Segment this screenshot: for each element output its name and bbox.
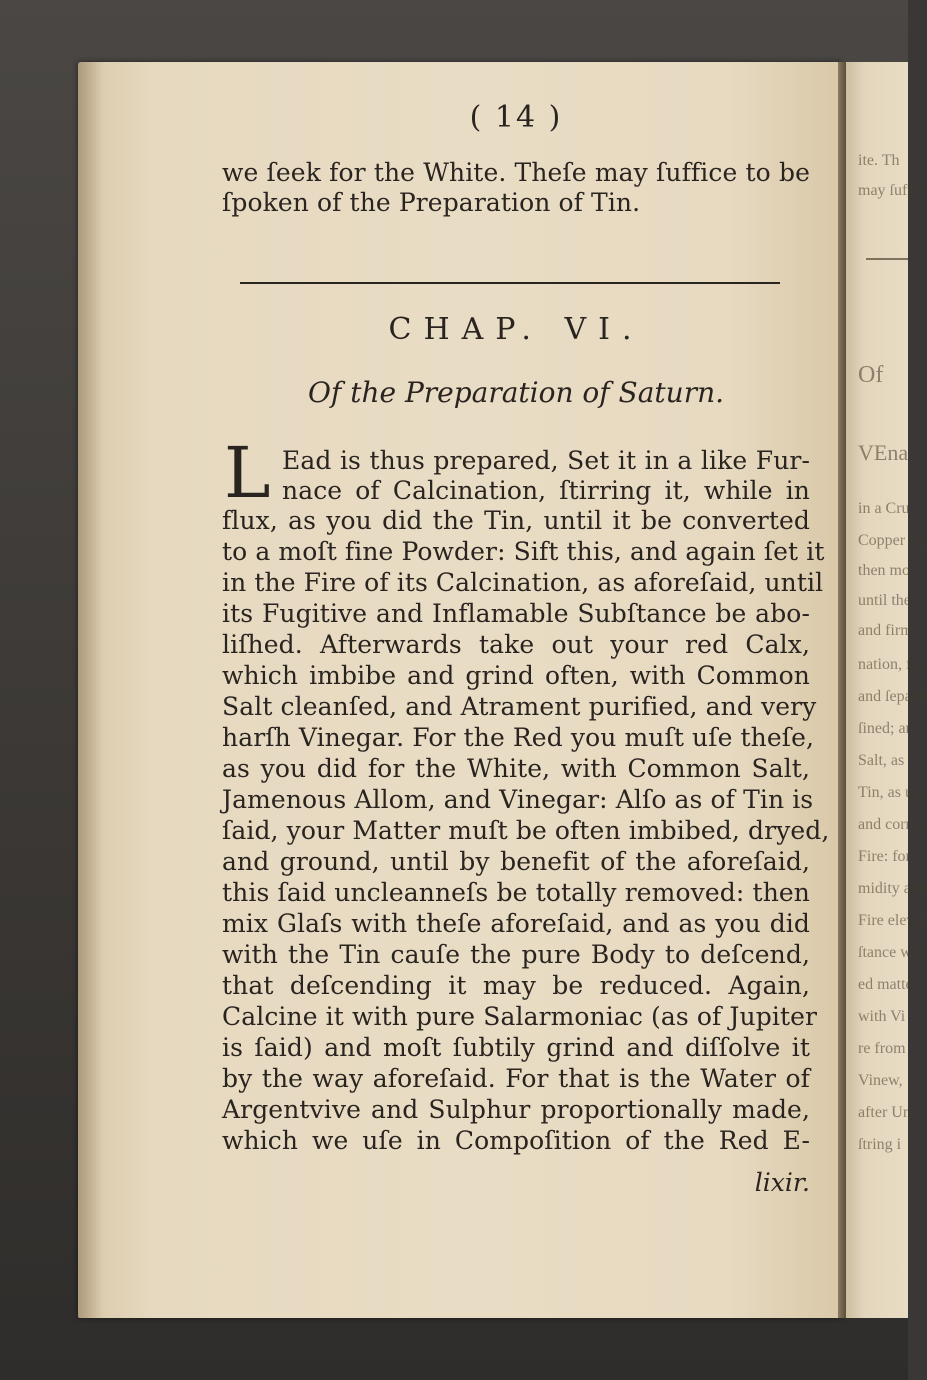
facing-page-fragment: ſtring i [858, 1136, 902, 1153]
facing-page-fragment: nation, fo [858, 656, 920, 673]
facing-page-fragment: until the [858, 592, 911, 609]
body-line: in the Fire of its Calcination, as aforeſaid, until [222, 568, 824, 597]
section-rule [240, 282, 780, 284]
facing-page-fragment: Fire: for [858, 848, 911, 865]
body-line: that deſcending it may be reduced. Again, [222, 971, 810, 1000]
body-line: flux, as you did the Tin, until it be converted [222, 506, 810, 535]
facing-page-fragment: and ſepara [858, 688, 925, 705]
facing-page-fragment: VEna [858, 440, 909, 465]
facing-page-fragment: ſtance wit [858, 944, 921, 961]
facing-page-fragment: Copper Pl [858, 532, 923, 549]
facing-page-fragment: and corro [858, 816, 919, 833]
facing-page-fragment: Salt, as [858, 752, 905, 769]
body-line: liſhed. Afterwards take out your red Calx, [222, 630, 810, 659]
text-line: ſpoken of the Preparation of Tin. [222, 188, 641, 217]
catchword: lixir. [754, 1168, 810, 1197]
chapter-heading: CHAP. VI. [388, 312, 644, 347]
body-line: mix Glaſs with theſe aforeſaid, and as you did [222, 909, 810, 938]
page-number: ( 14 ) [469, 100, 563, 135]
body-line: nace of Calcination, ſtirring it, while in [282, 476, 810, 505]
body-line: Jamenous Allom, and Vinegar: Alſo as of Tin is [222, 785, 814, 814]
facing-page-fragment: with Vi [858, 1008, 906, 1025]
body-line: this ſaid uncleanneſs be totally removed: then [222, 878, 810, 907]
text-line: we ſeek for the White. Theſe may ſuffice to be [222, 158, 810, 187]
body-line: as you did for the White, with Common Salt, [222, 754, 810, 783]
body-line: its Fugitive and Inflamable Subſtance be abo- [222, 599, 810, 628]
facing-page-fragment: Of [858, 362, 884, 388]
body-line: Argentvive and Sulphur proportionally made, [222, 1095, 810, 1124]
body-line: by the way aforeſaid. For that is the Water of [222, 1064, 810, 1093]
facing-page-fragment: and firml [858, 622, 918, 639]
body-line: Salt cleanſed, and Atrament purified, and very [222, 692, 817, 721]
facing-page-fragment: after Un [858, 1104, 911, 1121]
body-line: with the Tin cauſe the pure Body to deſcend, [222, 940, 810, 969]
facing-page-fragment: midity and [858, 880, 927, 897]
facing-page-fragment: Fire eleva [858, 912, 922, 929]
facing-page-fragment: re from [858, 1040, 906, 1057]
body-line: and ground, until by benefit of the aforeſaid, [222, 847, 810, 876]
facing-page-fragment: ite. Th [858, 152, 900, 169]
facing-page-fragment: in a Cru [858, 500, 910, 517]
body-line: Calcine it with pure Salarmoniac (as of Jupiter [222, 1002, 818, 1031]
book-fold [838, 62, 846, 1318]
page-gutter-shadow [78, 62, 104, 1318]
body-line: is ſaid) and moſt ſubtily grind and diſſolve it [222, 1033, 810, 1062]
facing-page-fragment: ed matter [858, 976, 918, 993]
body-line: Ead is thus prepared, Set it in a like Fur- [282, 446, 810, 475]
facing-page-fragment: Vinew, [858, 1072, 903, 1089]
body-line: which we uſe in Compoſition of the Red E- [222, 1126, 810, 1155]
facing-page-fragment: Tin, as un [858, 784, 921, 801]
drop-capital: L [224, 432, 271, 514]
facing-page-fragment: may ſuffi [858, 182, 917, 199]
facing-page-fragment: ſined; an [858, 720, 914, 737]
body-line: to a moſt fine Powder: Sift this, and again ſet it [222, 537, 825, 566]
body-line: ſaid, your Matter muſt be often imbibed, dryed, [222, 816, 830, 845]
chapter-subtitle: Of the Preparation of Saturn. [307, 376, 725, 409]
facing-page-edge [846, 62, 927, 1318]
body-line: harſh Vinegar. For the Red you muſt uſe theſe, [222, 723, 815, 752]
facing-page-rule [866, 258, 908, 260]
body-line: which imbibe and grind often, with Common [222, 661, 810, 690]
facing-page-fragment: then mo [858, 562, 910, 579]
